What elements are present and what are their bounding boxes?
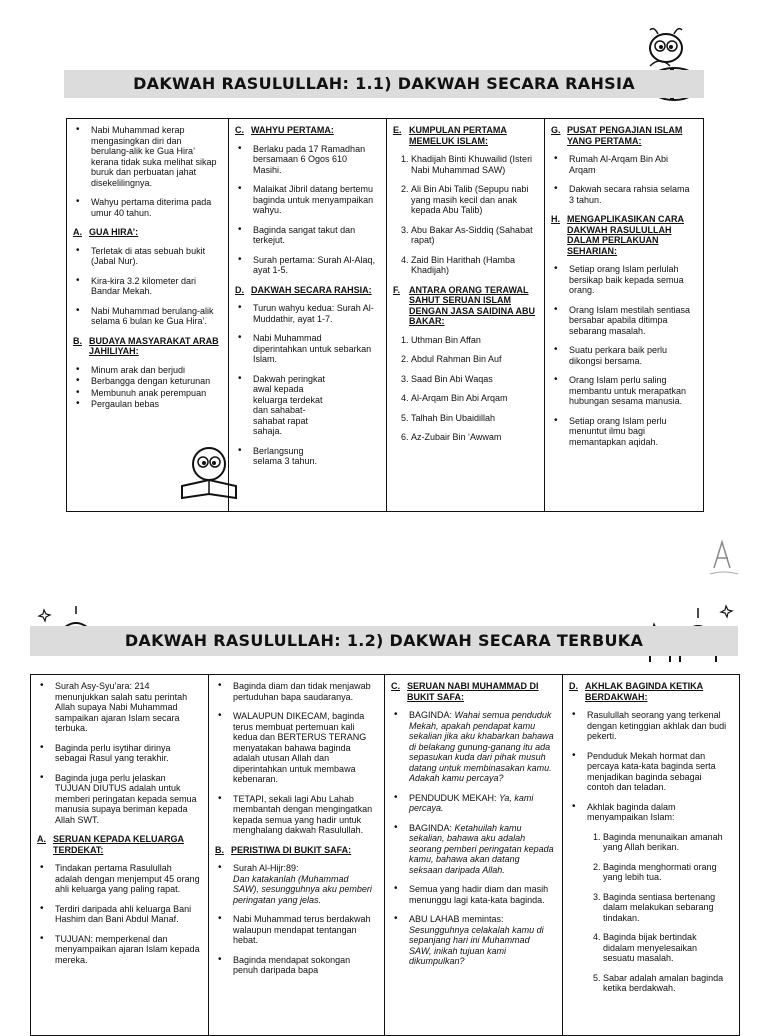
list-item: 2. Baginda menghormati orang yang lebih tua. bbox=[603, 862, 729, 883]
list-item: • Malaikat Jibril datang bertemu baginda untuk menyampaikan wahyu. bbox=[253, 184, 378, 216]
list-item: • Setiap orang Islam perlulah bersikap baik kepada semua orang. bbox=[569, 264, 693, 296]
s1-col1 bbox=[67, 119, 229, 511]
list-item: • Pergaulan bebas bbox=[91, 399, 220, 410]
list-item: • Surah Al-Hijr:89: Dan katakanlah (Muhammad SAW), sesungguhnya aku pemberi peringatan yang jelas. bbox=[233, 863, 376, 905]
list-item: • Nabi Muhammad kerap mengasingkan diri dan berulang-alik ke Gua Hira’ kerana tidak suka melihat sikap buruk dan perbuatan jahat disekelilingnya. bbox=[91, 125, 220, 188]
heading-seruan-keluarga: A. SERUAN KEPADA KELUARGA TERDEKAT: bbox=[37, 834, 185, 855]
list-item: • Surah pertama: Surah Al-Alaq, ayat 1-5. bbox=[253, 255, 378, 276]
list-item: • Wahyu pertama diterima pada umur 40 tahun. bbox=[91, 197, 220, 218]
list-item: 6. Az-Zubair Bin ‘Awwam bbox=[411, 432, 536, 443]
list-item: • Nabi Muhammad berulang-alik selama 6 bulan ke Gua Hira’. bbox=[91, 306, 220, 327]
signature-logo-icon bbox=[704, 536, 744, 580]
section2-title: DAKWAH RASULULLAH: 1.2) DAKWAH SECARA TERBUKA bbox=[30, 626, 738, 656]
list-item: • Turun wahyu kedua: Surah Al-Muddathir, ayat 1-7. bbox=[253, 303, 378, 324]
list-item: • Rasulullah seorang yang terkenal dengan ketinggian akhlak dan budi pekerti. bbox=[587, 710, 729, 742]
list-item: • Nabi Muhammad terus berdakwah walaupun mendapat tentangan hebat. bbox=[233, 914, 376, 946]
list-item: • Semua yang hadir diam dan masih menunggu lagi kata-kata baginda. bbox=[409, 884, 554, 905]
s2-col1 bbox=[31, 675, 209, 1035]
list-item: • Setiap orang Islam perlu menuntut ilmu bagi memantapkan aqidah. bbox=[569, 416, 693, 448]
list-item: • Rumah Al-Arqam Bin Abi Arqam bbox=[569, 154, 693, 175]
heading-gua-hira: A. GUA HIRA’: bbox=[73, 227, 139, 237]
list-item: • Membunuh anak perempuan bbox=[91, 388, 220, 399]
heading-pusat-pengajian: G. PUSAT PENGAJIAN ISLAM YANG PERTAMA: bbox=[551, 125, 683, 146]
list-item: • Orang Islam perlu saling membantu untuk merapatkan hubungan sesama manusia. bbox=[569, 375, 693, 407]
list-item: 5. Talhah Bin Ubaidillah bbox=[411, 413, 536, 424]
list-item: 3. Saad Bin Abi Waqas bbox=[411, 374, 536, 385]
heading-bukit-safa: B. PERISTIWA DI BUKIT SAFA: bbox=[215, 844, 352, 855]
heading-seruan-nabi: C. SERUAN NABI MUHAMMAD DI BUKIT SAFA: bbox=[391, 681, 539, 702]
list-item: 3. Baginda sentiasa bertenang dalam melakukan sebarang tindakan. bbox=[603, 892, 729, 924]
list-item: • Baginda juga perlu jelaskan TUJUAN DIUTUS adalah untuk memberi peringatan kepada semua manusia supaya beriman kepada Allah SWT. bbox=[55, 773, 200, 826]
list-item: • Baginda sangat takut dan terkejut. bbox=[253, 225, 378, 246]
list-item: • Orang Islam mestilah sentiasa bersabar apabila ditimpa sebarang masalah. bbox=[569, 305, 693, 337]
section1-table bbox=[66, 118, 704, 512]
list-item: • Dakwah peringkat awal kepada keluarga terdekat dan sahabat-sahabat rapat sahaja. bbox=[253, 374, 378, 437]
list-item: 2. Abdul Rahman Bin Auf bbox=[411, 354, 536, 365]
list-item: • Baginda mendapat sokongan penuh daripada bapa bbox=[233, 955, 376, 976]
heading-orang-terawal: F. ANTARA ORANG TERAWAL SAHUT SERUAN ISLAM DENGAN JASA SAIDINA ABU BAKAR: bbox=[393, 284, 536, 326]
s1-col2 bbox=[229, 119, 387, 511]
list-item: • TETAPI, sekali lagi Abu Lahab membantah dengan mengingatkan kepada semua yang hadir untuk menghalang dakwah Rasulullah. bbox=[233, 794, 376, 836]
list-item: 4. Baginda bijak bertindak didalam menyelesaikan sesuatu masalah. bbox=[603, 932, 729, 964]
s1-col4 bbox=[545, 119, 701, 511]
heading-budaya-jahiliyah: B. BUDAYA MASYARAKAT ARAB JAHILIYAH: bbox=[73, 335, 219, 356]
list-item: • Dakwah secara rahsia selama 3 tahun. bbox=[569, 184, 693, 205]
list-item: 1. Baginda menunaikan amanah yang Allah berikan. bbox=[603, 832, 729, 853]
heading-akhlak-baginda: D. AKHLAK BAGINDA KETIKA BERDAKWAH: bbox=[569, 681, 704, 702]
list-item: 5. Sabar adalah amalan baginda ketika berdakwah. bbox=[603, 973, 729, 994]
list-item: 1. Khadijah Binti Khuwailid (Isteri Nabi Muhammad SAW) bbox=[411, 154, 536, 175]
list-item: • PENDUDUK MEKAH: Ya, kami percaya. bbox=[409, 793, 554, 814]
list-item: • Nabi Muhammad diperintahkan untuk sebarkan Islam. bbox=[253, 333, 378, 365]
s2-col3 bbox=[385, 675, 563, 1035]
list-item: 3. Abu Bakar As-Siddiq (Sahabat rapat) bbox=[411, 225, 536, 246]
list-item: • Berlangsung selama 3 tahun. bbox=[253, 446, 378, 467]
list-item: 4. Al-Arqam Bin Abi Arqam bbox=[411, 393, 536, 404]
list-item: • Berlaku pada 17 Ramadhan bersamaan 6 Ogos 610 Masihi. bbox=[253, 144, 378, 176]
list-item: • BAGINDA: Ketahuilah kamu sekalian, bahawa aku adalah seorang pemberi peringatan kepada kamu, bahawa akan datang seksaan daripada Allah. bbox=[409, 823, 554, 876]
heading-kumpulan-pertama: E. KUMPULAN PERTAMA MEMELUK ISLAM: bbox=[393, 125, 507, 146]
list-item: • Akhlak baginda dalam menyampaikan Islam: bbox=[587, 802, 729, 823]
list-item: 4. Zaid Bin Harithah (Hamba Khadijah) bbox=[411, 255, 536, 276]
list-item: 2. Ali Bin Abi Talib (Sepupu nabi yang masih kecil dan anak kepada Abu Talib) bbox=[411, 184, 536, 216]
s2-col2 bbox=[209, 675, 385, 1035]
list-item: • Terdiri daripada ahli keluarga Bani Hashim dan Bani Abdul Manaf. bbox=[55, 904, 200, 925]
s1-col3 bbox=[387, 119, 545, 511]
heading-dakwah-rahsia: D. DAKWAH SECARA RAHSIA: bbox=[235, 284, 372, 295]
list-item: • Terletak di atas sebuah bukit (Jabal Nur). bbox=[91, 246, 220, 267]
list-item: • ABU LAHAB memintas: Sesungguhnya celakalah kamu di sepanjang hari ini Muhammad SAW, inikah tujuan kami dikumpulkan? bbox=[409, 914, 554, 967]
list-item: • Baginda perlu isytihar dirinya sebagai Rasul yang terakhir. bbox=[55, 743, 200, 764]
s2-col4 bbox=[563, 675, 737, 1035]
list-item: • BAGINDA: Wahai semua penduduk Mekah, apakah pendapat kamu sekalian jika aku khabarkan bahawa di belakang gunung-ganang itu ada sepasukan kuda dari pihak musuh datang untuk membinasakan kamu. Adakah kamu percaya? bbox=[409, 710, 554, 784]
list-item: • Penduduk Mekah hormat dan percaya kata-kata baginda serta menjadikan baginda sebagai contoh dan teladan. bbox=[587, 751, 729, 793]
list-item: • Baginda diam dan tidak menjawab pertuduhan bapa saudaranya. bbox=[233, 681, 376, 702]
list-item: • Minum arak dan berjudi bbox=[91, 365, 220, 376]
list-item: • Surah Asy-Syu’ara: 214 menunjukkan salah satu perintah Allah supaya Nabi Muhammad sampaikan ajaran Islam secara terbuka. bbox=[55, 681, 200, 734]
section2-table bbox=[30, 674, 740, 1036]
list-item: • Berbangga dengan keturunan bbox=[91, 376, 220, 387]
list-item: • Suatu perkara baik perlu dikongsi bersama. bbox=[569, 345, 693, 366]
list-item: • Tindakan pertama Rasulullah adalah dengan menjemput 45 orang ahli keluarga yang paling rapat. bbox=[55, 863, 200, 895]
heading-wahyu-pertama: C. WAHYU PERTAMA: bbox=[235, 125, 334, 135]
list-item: • WALAUPUN DIKECAM, baginda terus membuat pertemuan kali kedua dan BERTERUS TERANG menyatakan bahawa baginda adalah utusan Allah dan diperintahkan untuk membawa kebenaran. bbox=[233, 711, 376, 785]
section1-title: DAKWAH RASULULLAH: 1.1) DAKWAH SECARA RAHSIA bbox=[64, 70, 704, 98]
list-item: • TUJUAN: memperkenal dan menyampaikan ajaran Islam kepada mereka. bbox=[55, 934, 200, 966]
list-item: 1. Uthman Bin Affan bbox=[411, 335, 536, 346]
list-item: • Kira-kira 3.2 kilometer dari Bandar Mekah. bbox=[91, 276, 220, 297]
heading-aplikasi-dakwah: H. MENGAPLIKASIKAN CARA DAKWAH RASULULLAH DALAM PERLAKUAN SEHARIAN: bbox=[551, 214, 684, 256]
